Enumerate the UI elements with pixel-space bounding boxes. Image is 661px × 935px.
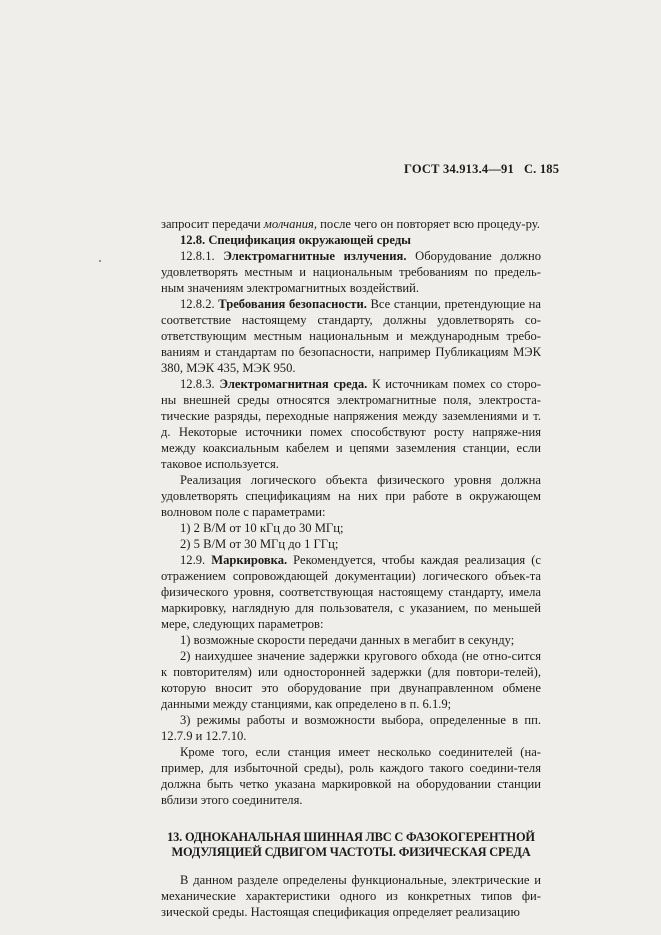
- section-13-heading: 13. ОДНОКАНАЛЬНАЯ ШИННАЯ ЛВС С ФАЗОКОГЕРЕНТНОЙ МОДУЛЯЦИЕЙ СДВИГОМ ЧАСТОТЫ. ФИЗИЧЕСКАЯ СРЕДА: [167, 830, 535, 859]
- list-item: 1) возможные скорости передачи данных в мегабит в секунду;: [180, 633, 515, 647]
- page-header: [404, 162, 559, 177]
- document-body: [161, 216, 541, 920]
- paragraph-intro: запросит передачи молчания, после чего он повторяет всю процеду-ру.: [161, 217, 540, 231]
- section-12-8-1: 12.8.1. Электромагнитные излучения. Оборудование должно удовлетворять местным и национальным требованиям по предель-ным значениям электромагнитных воздействий.: [161, 249, 542, 295]
- list-item: 1) 2 В/М от 10 кГц до 30 МГц;: [180, 521, 344, 535]
- list-item: 2) наихудшее значение задержки кругового обхода (не отно-сится к повторителям) или односторонней задержки (для повтори-телей), которую вносит это оборудование при двунаправленном обмене данными между станциями, как определено в п. 6.1.9;: [161, 649, 541, 711]
- scan-speck: [99, 260, 101, 262]
- page-number: С. 185: [523, 162, 560, 176]
- section-12-8-3: 12.8.3. Электромагнитная среда. К источникам помех со сторо-ны внешней среды относятся электромагнитные поля, электроста-тические разряды, переходные напряжения между заземлениями и т. д. Некоторые источники помех способствуют росту напряже-ния между коаксиальным кабелем и цепями заземления станции, если таковое используется.: [161, 377, 542, 471]
- list-item: 3) режимы работы и возможности выбора, определенные в пп. 12.7.9 и 12.7.10.: [161, 713, 541, 743]
- section-12-8-2: 12.8.2. Требования безопасности. Все станции, претендующие на соответствие настоящему стандарту, должны удовлетворять со-ответствующим местным национальным и международным требо-ваниям и стандартам по безопасности, например Публикациям МЭК 380, МЭК 435, МЭК 950.: [161, 297, 542, 375]
- list-item: 2) 5 В/М от 30 МГц до 1 ГГц;: [180, 537, 339, 551]
- paragraph-connectors: Кроме того, если станция имеет несколько соединителей (на-пример, для избыточной среды), роль каждого такого соедини-теля должна быть четко указана маркировкой на оборудовании станции вблизи этого соединителя.: [161, 745, 541, 807]
- paragraph-final: В данном разделе определены функциональные, электрические и механические характеристики одного из конкретных типов фи-зической среды. Настоящая спецификация определяет реализацию: [161, 873, 541, 919]
- section-12-9: 12.9. Маркировка. Рекомендуется, чтобы каждая реализация (с отражением сопровождающей документации) логического объек-та физического уровня, соответствующая настоящему стандарту, имела маркировку, наглядную для пользователя, с указанием, по меньшей мере, следующих параметров:: [161, 553, 541, 631]
- standard-number: ГОСТ 34.913.4—91: [404, 162, 514, 176]
- section-12-8-title: 12.8. Спецификация окружающей среды: [180, 233, 412, 247]
- paragraph-realization: Реализация логического объекта физического уровня должна удовлетворять спецификациям на них при работе в окружающем волновом поле с параметрами:: [161, 473, 541, 519]
